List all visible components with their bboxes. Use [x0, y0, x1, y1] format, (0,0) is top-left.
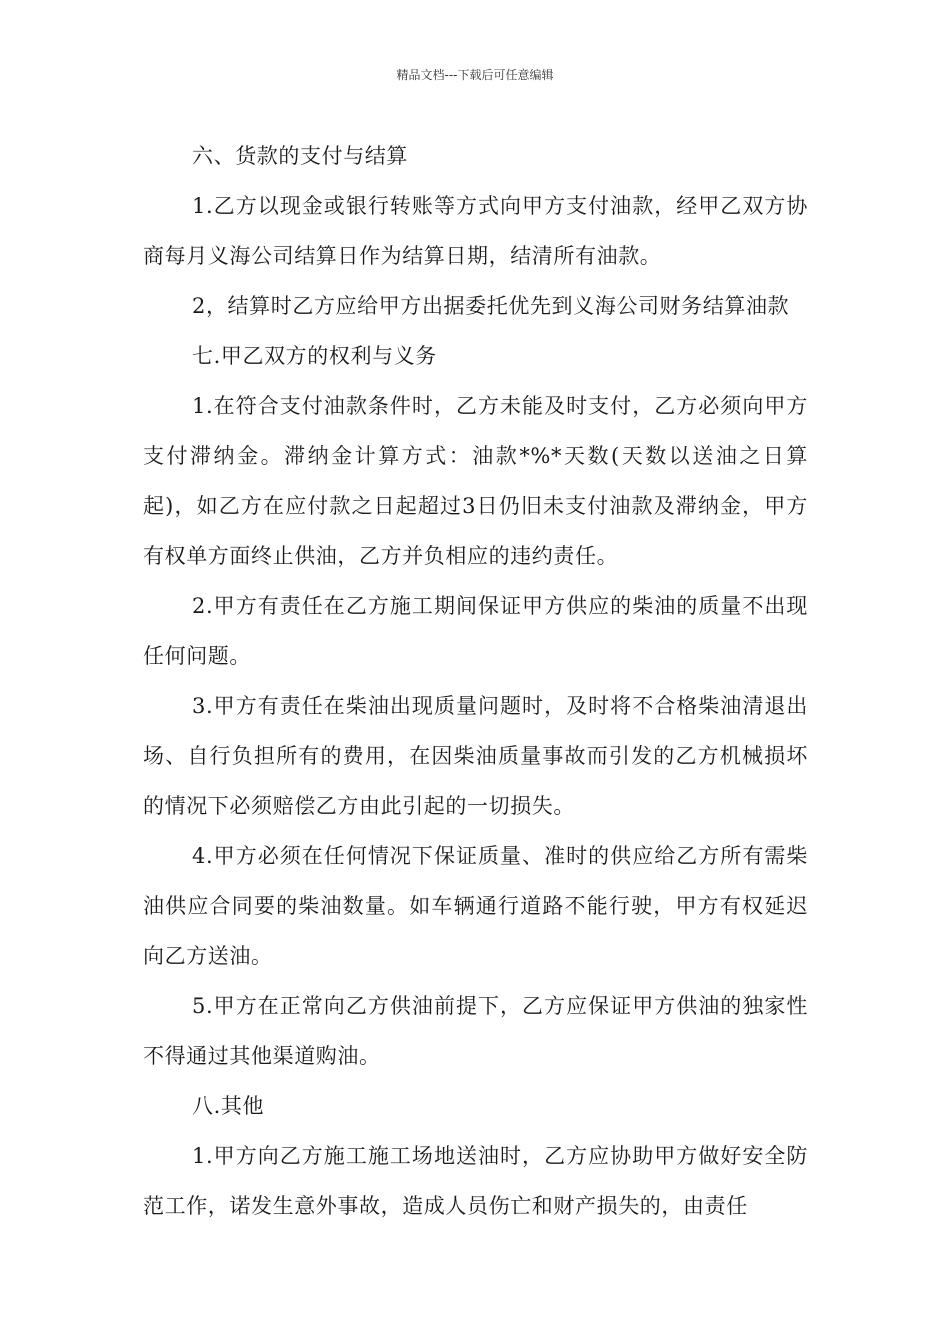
- payment-clause-1: 1.乙方以现金或银行转账等方式向甲方支付油款，经甲乙双方协商每月义海公司结算日作为结算日期，结清所有油款。: [143, 194, 808, 268]
- section-heading-payment: 六、货款的支付与结算: [192, 144, 408, 168]
- rights-clause-1: 1.在符合支付油款条件时，乙方未能及时支付，乙方必须向甲方支付滞纳金。滞纳金计算方式：油款*%*天数(天数以送油之日算起)，如乙方在应付款之日起超过3日仍旧未支付油款及滞纳金，甲方有权单方面终止供油，乙方并负相应的违约责任。: [143, 394, 808, 568]
- rights-clause-4: 4.甲方必须在任何情况下保证质量、准时的供应给乙方所有需柴油供应合同要的柴油数量。如车辆通行道路不能行驶，甲方有权延迟向乙方送油。: [143, 844, 808, 968]
- rights-clause-3: 3.甲方有责任在柴油出现质量问题时，及时将不合格柴油清退出场、自行负担所有的费用，在因柴油质量事故而引发的乙方机械损坏的情况下必须赔偿乙方由此引起的一切损失。: [143, 694, 808, 818]
- section-heading-rights: 七.甲乙双方的权利与义务: [192, 344, 437, 368]
- document-body: [143, 131, 808, 1231]
- page-header: 精品文档---下载后可任意编辑: [396, 68, 554, 82]
- section-heading-other: 八.其他: [192, 1094, 265, 1118]
- rights-clause-2: 2.甲方有责任在乙方施工期间保证甲方供应的柴油的质量不出现任何问题。: [143, 594, 808, 668]
- other-clause-1: 1.甲方向乙方施工施工场地送油时，乙方应协助甲方做好安全防范工作，诺发生意外事故，造成人员伤亡和财产损失的，由责任: [143, 1144, 808, 1218]
- payment-clause-2: 2，结算时乙方应给甲方出据委托优先到义海公司财务结算油款: [192, 294, 790, 318]
- rights-clause-5: 5.甲方在正常向乙方供油前提下，乙方应保证甲方供油的独家性不得通过其他渠道购油。: [143, 994, 808, 1068]
